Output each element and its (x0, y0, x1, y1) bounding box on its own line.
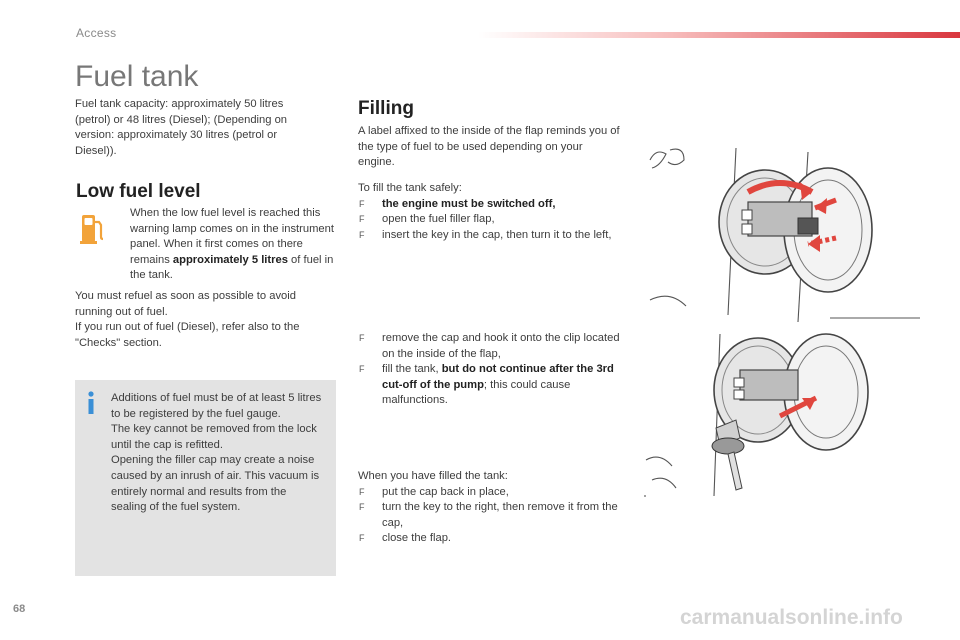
bullet-glyph: F (359, 198, 365, 209)
step-item (358, 197, 620, 213)
info-text (111, 391, 323, 516)
step-item (358, 531, 620, 547)
step-text-start: fill the tank, (382, 363, 442, 376)
fuel-cap-unlock-illustration (640, 140, 940, 330)
bullet-glyph: F (359, 533, 365, 544)
page-number: 68 (13, 603, 26, 615)
section-label: Access (76, 26, 117, 40)
step-text: turn the key to the right, then remove it from the cap, (382, 501, 618, 529)
fuel-cap-removed-illustration (640, 330, 940, 505)
step-text: close the flap. (382, 532, 452, 545)
step-text: the engine must be switched off, (382, 197, 556, 210)
step-item (358, 228, 620, 244)
step-item (358, 485, 620, 501)
watermark: carmanualsonline.info (680, 606, 903, 629)
fuel-pump-warning-icon (80, 213, 106, 245)
step-item (358, 362, 623, 409)
safe-filling-intro: To fill the tank safely: (358, 182, 462, 194)
step-text-emphasis: but do not continue after the 3rd cut-off of the pump (382, 363, 614, 391)
bullet-glyph: F (359, 214, 365, 225)
step-item (358, 331, 623, 362)
page-title: Fuel tank (75, 60, 199, 93)
info-line: The key cannot be removed from the lock until the cap is refitted. (111, 423, 317, 451)
info-line: Opening the filler cap may create a noise caused by an inrush of air. This vacuum is entirely normal and results from the sealing of the fuel system. (111, 454, 320, 514)
bullet-glyph: F (359, 502, 365, 513)
after-filling-intro: When you have filled the tank: (358, 470, 508, 482)
lamp-text-start: When the low fuel level is reached this warning lamp comes on in the instrument panel. When it first comes on there remains (130, 207, 334, 266)
step-item (358, 500, 620, 531)
bullet-glyph: F (359, 486, 365, 497)
bullet-glyph: F (359, 229, 365, 240)
bullet-glyph: F (359, 364, 365, 375)
step-text-end: ; this could cause malfunctions. (382, 378, 571, 407)
header-accent-bar (478, 32, 960, 38)
refuelling-steps (358, 331, 623, 409)
refuel-line-1: You must refuel as soon as possible to avoid running out of fuel. (75, 290, 296, 318)
step-text: remove the cap and hook it onto the clip located on the inside of the flap, (382, 332, 620, 360)
after-filling-steps (358, 469, 620, 547)
lamp-text-end: of fuel in the tank. (130, 253, 334, 282)
step-text: insert the key in the cap, then turn it to the left, (382, 228, 612, 241)
step-item (358, 212, 620, 228)
info-icon (87, 391, 95, 415)
warning-lamp-paragraph (130, 206, 340, 284)
low-fuel-heading: Low fuel level (76, 181, 201, 202)
safe-filling-steps (358, 181, 620, 243)
step-text: put the cap back in place, (382, 485, 509, 498)
bullet-glyph: F (359, 333, 365, 343)
lamp-text-emphasis: approximately 5 litres (172, 253, 288, 266)
filling-heading: Filling (358, 98, 414, 119)
fuel-label-paragraph: A label affixed to the inside of the flap reminds you of the type of fuel to be used depending on your engine. (358, 125, 620, 169)
capacity-paragraph: Fuel tank capacity: approximately 50 litres (petrol) or 48 litres (Diesel); (Depending on version: approximately 30 litres (petrol or Diesel)). (75, 98, 288, 157)
refuel-paragraph (75, 289, 325, 351)
refuel-line-2: If you run out of fuel (Diesel), refer also to the "Checks" section. (75, 321, 300, 349)
info-line: Additions of fuel must be of at least 5 litres to be registered by the fuel gauge. (111, 392, 322, 420)
step-text: open the fuel filler flap, (382, 213, 495, 226)
